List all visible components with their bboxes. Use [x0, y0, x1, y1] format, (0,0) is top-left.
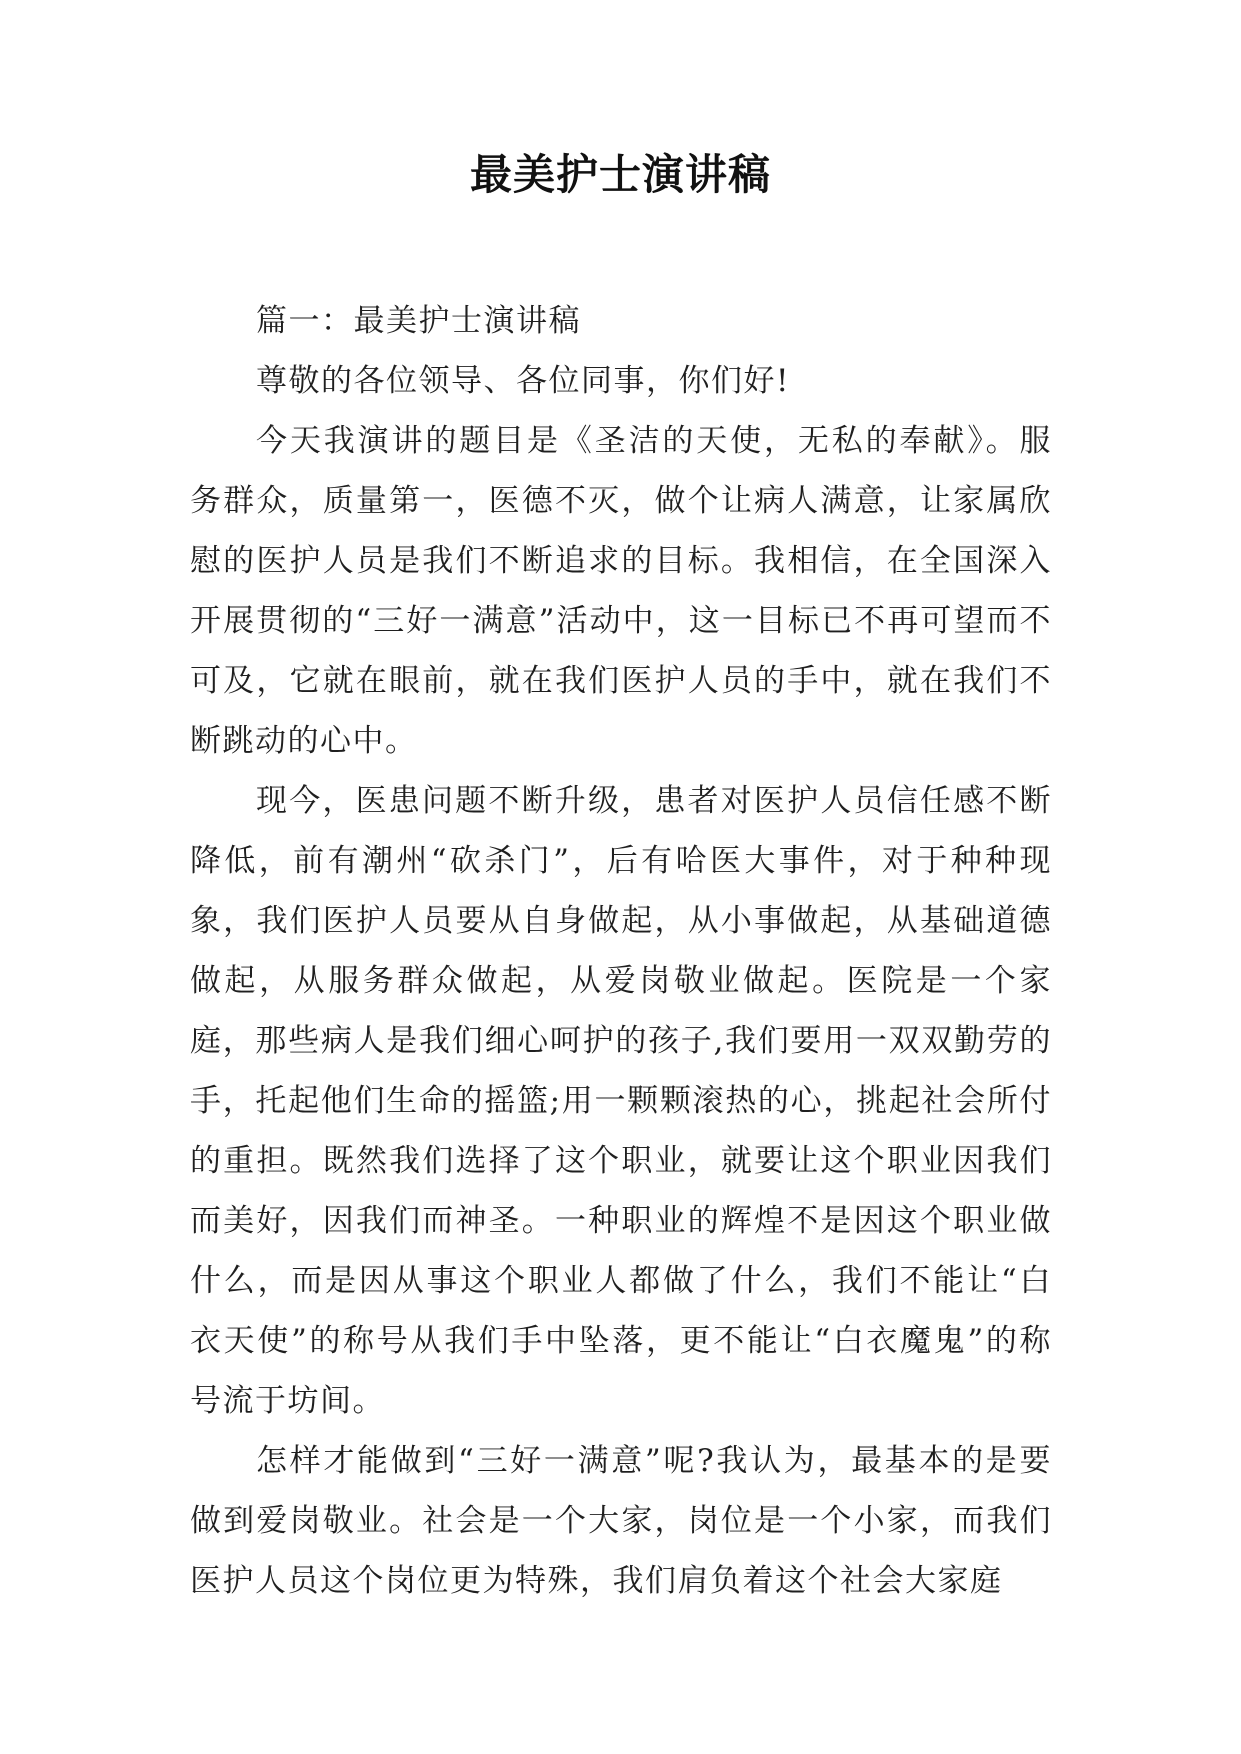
greeting-paragraph: 尊敬的各位领导、各位同事，你们好! — [256, 363, 790, 399]
document-body — [190, 291, 1052, 1611]
body-paragraph: 现今，医患问题不断升级，患者对医护人员信任感不断降低，前有潮州“砍杀门”，后有哈医大事件，对于种种现象，我们医护人员要从自身做起，从小事做起，从基础道德做起，从服务群众做起，从爱岗敬业做起。医院是一个家庭，那些病人是我们细心呵护的孩子,我们要用一双双勤劳的手，托起他们生命的摇篮;用一颗颗滚热的心，挑起社会所付的重担。既然我们选择了这个职业，就要让这个职业因我们而美好，因我们而神圣。一种职业的辉煌不是因这个职业做什么，而是因从事这个职业人都做了什么，我们不能让“白衣天使”的称号从我们手中坠落，更不能让“白衣魔鬼”的称号流于坊间。 — [190, 783, 1052, 1419]
body-paragraph: 怎样才能做到“三好一满意”呢?我认为，最基本的是要做到爱岗敬业。社会是一个大家，岗位是一个小家，而我们医护人员这个岗位更为特殊，我们肩负着这个社会大家庭 — [190, 1443, 1052, 1599]
document-title: 最美护士演讲稿 — [469, 150, 771, 199]
section-heading: 篇一：最美护士演讲稿 — [256, 303, 581, 339]
body-paragraph: 今天我演讲的题目是《圣洁的天使，无私的奉献》。服务群众，质量第一，医德不灭，做个让病人满意，让家属欣慰的医护人员是我们不断追求的目标。我相信，在全国深入开展贯彻的“三好一满意”活动中，这一目标已不再可望而不可及，它就在眼前，就在我们医护人员的手中，就在我们不断跳动的心中。 — [190, 423, 1052, 759]
